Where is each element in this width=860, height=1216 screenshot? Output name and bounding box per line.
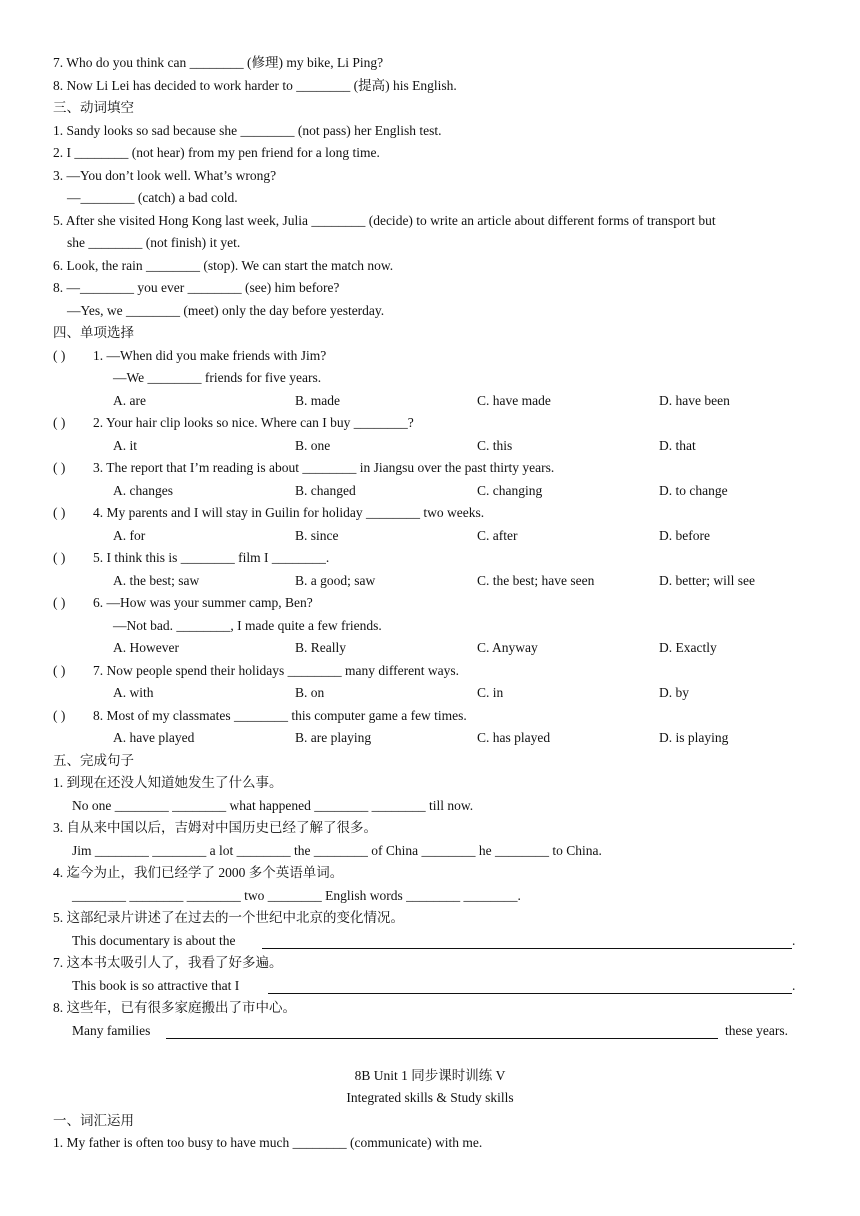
mc-stem-text: 1. —When did you make friends with Jim? (93, 347, 327, 363)
mc-option[interactable]: B. a good; saw (295, 572, 376, 588)
mc-option[interactable]: B. on (295, 685, 325, 700)
answer-paren[interactable]: ( ) (53, 505, 66, 520)
mc-option[interactable]: D. have been (659, 392, 730, 408)
mc-option[interactable]: C. changing (477, 482, 543, 498)
mc-option[interactable]: A. are (113, 392, 146, 408)
question-line: 7. Who do you think can ________ (修理) my bike, Li Ping? (53, 55, 384, 70)
mc-option[interactable]: D. by (659, 685, 689, 700)
section-heading: 一、词汇运用 (53, 1112, 134, 1128)
mc-option[interactable]: D. to change (659, 482, 728, 498)
mc-options (0, 637, 860, 660)
mc-option[interactable]: C. Anyway (477, 640, 538, 655)
answer-paren[interactable]: ( ) (53, 595, 66, 610)
question-line: 1. Sandy looks so sad because she ________ (not pass) her English test. (53, 122, 442, 138)
answer-blank[interactable] (268, 978, 792, 994)
mc-stem-text: 8. Most of my classmates ________ this computer game a few times. (93, 707, 467, 723)
question-line: —________ (catch) a bad cold. (67, 190, 238, 205)
answer-suffix: . (792, 932, 796, 948)
mc-options (0, 525, 860, 548)
question-line: 2. I ________ (not hear) from my pen friend for a long time. (53, 145, 380, 160)
mc-stem-continuation: —Not bad. ________, I made quite a few friends. (113, 617, 382, 633)
mc-option[interactable]: B. are playing (295, 730, 372, 745)
mc-question-stem (0, 547, 860, 570)
mc-options (0, 570, 860, 593)
chinese-prompt: 5. 这部纪录片讲述了在过去的一个世纪中北京的变化情况。 (53, 910, 404, 925)
english-answer-line: Jim ________ ________ a lot ________ the ________ of China ________ he ________ to China. (72, 842, 602, 858)
mc-stem-text: 3. The report that I’m reading is about ________ in Jiangsu over the past thirty years. (93, 460, 555, 475)
answer-blank[interactable] (262, 933, 792, 949)
answer-paren[interactable]: ( ) (53, 662, 66, 678)
question-line: she ________ (not finish) it yet. (67, 235, 241, 250)
mc-question-stem (0, 705, 860, 728)
mc-option[interactable]: B. one (295, 437, 331, 453)
answer-paren[interactable]: ( ) (53, 415, 66, 430)
mc-option[interactable]: B. since (295, 527, 339, 543)
mc-option[interactable]: D. that (659, 437, 696, 453)
answer-prefix: This book is so attractive that I (72, 977, 240, 993)
answer-paren[interactable]: ( ) (53, 707, 66, 723)
unit-title: 8B Unit 1 同步课时训练 V (354, 1067, 506, 1083)
mc-options (0, 390, 860, 413)
mc-option[interactable]: D. before (659, 527, 710, 543)
mc-option[interactable]: A. have played (113, 730, 195, 745)
mc-question-stem (0, 660, 860, 683)
english-answer-line: No one ________ ________ what happened ________ ________ till now. (72, 797, 474, 813)
mc-question-stem (0, 457, 860, 480)
mc-option[interactable]: B. Really (295, 640, 346, 655)
mc-option[interactable]: A. with (113, 685, 154, 700)
mc-option[interactable]: C. this (477, 437, 513, 453)
section-heading: 三、动词填空 (53, 100, 134, 115)
mc-option[interactable]: A. for (113, 527, 146, 543)
english-answer-line: ________ ________ ________ two ________ English words ________ ________. (72, 887, 521, 903)
question-line: 8. Now Li Lei has decided to work harder to ________ (提高) his English. (53, 77, 457, 93)
section-heading: 五、完成句子 (53, 752, 134, 768)
english-answer-line (0, 1020, 860, 1043)
mc-options (0, 435, 860, 458)
answer-paren[interactable]: ( ) (53, 460, 66, 475)
mc-stem-text: 6. —How was your summer camp, Ben? (93, 595, 313, 610)
mc-question-stem (0, 592, 860, 615)
multiple-choice-list (0, 345, 860, 750)
question-line: 6. Look, the rain ________ (stop). We can start the match now. (53, 257, 394, 273)
mc-option[interactable]: C. have made (477, 392, 551, 408)
mc-option[interactable]: C. has played (477, 730, 551, 745)
chinese-prompt: 4. 迄今为止，我们已经学了 2000 多个英语单词。 (53, 865, 344, 880)
mc-stem-text: 4. My parents and I will stay in Guilin for holiday ________ two weeks. (93, 505, 485, 520)
chinese-prompt: 3. 自从来中国以后，吉姆对中国历史已经了解了很多。 (53, 820, 377, 835)
mc-option[interactable]: D. Exactly (659, 640, 717, 655)
mc-question-stem (0, 412, 860, 435)
english-answer-line (0, 975, 860, 998)
answer-prefix: This documentary is about the (72, 932, 236, 948)
question-line: 8. —________ you ever ________ (see) him before? (53, 280, 340, 295)
document-page (0, 52, 860, 1155)
mc-option[interactable]: C. the best; have seen (477, 572, 595, 588)
mc-options (0, 682, 860, 705)
chinese-prompt: 7. 这本书太吸引人了，我看了好多遍。 (53, 955, 283, 970)
mc-stem-text: 2. Your hair clip looks so nice. Where can I buy ________? (93, 415, 414, 430)
section-heading: 四、单项选择 (53, 325, 134, 340)
mc-question-stem (0, 502, 860, 525)
mc-stem-text: 7. Now people spend their holidays ________ many different ways. (93, 662, 460, 678)
answer-suffix: these years. (725, 1022, 788, 1038)
question-line: 3. —You don’t look well. What’s wrong? (53, 167, 277, 183)
answer-suffix: . (792, 977, 796, 993)
question-line: 1. My father is often too busy to have much ________ (communicate) with me. (53, 1135, 483, 1150)
mc-options (0, 480, 860, 503)
mc-option[interactable]: C. after (477, 527, 518, 543)
mc-option[interactable]: A. the best; saw (113, 572, 200, 588)
answer-paren[interactable]: ( ) (53, 347, 66, 363)
mc-option[interactable]: A. changes (113, 482, 173, 498)
mc-option[interactable]: A. However (113, 640, 179, 655)
question-line: 5. After she visited Hong Kong last week, Julia ________ (decide) to write an article about different forms of transport but (53, 212, 716, 228)
chinese-prompt: 8. 这些年，已有很多家庭搬出了市中心。 (53, 1000, 296, 1015)
question-line: —Yes, we ________ (meet) only the day before yesterday. (67, 302, 385, 318)
mc-option[interactable]: B. changed (295, 482, 356, 498)
answer-paren[interactable]: ( ) (53, 550, 66, 565)
mc-stem-continuation: —We ________ friends for five years. (113, 370, 322, 385)
answer-prefix: Many families (72, 1022, 151, 1038)
answer-blank[interactable] (166, 1023, 718, 1039)
mc-options (0, 727, 860, 750)
unit-subtitle: Integrated skills & Study skills (346, 1090, 514, 1105)
mc-option[interactable]: D. better; will see (659, 572, 755, 588)
mc-question-stem (0, 345, 860, 368)
mc-option[interactable]: A. it (113, 437, 138, 453)
english-answer-line (0, 930, 860, 953)
mc-option[interactable]: C. in (477, 685, 504, 700)
chinese-prompt: 1. 到现在还没人知道她发生了什么事。 (53, 775, 283, 790)
mc-option[interactable]: B. made (295, 392, 340, 408)
mc-stem-text: 5. I think this is ________ film I ________. (93, 550, 330, 565)
mc-option[interactable]: D. is playing (659, 730, 729, 745)
